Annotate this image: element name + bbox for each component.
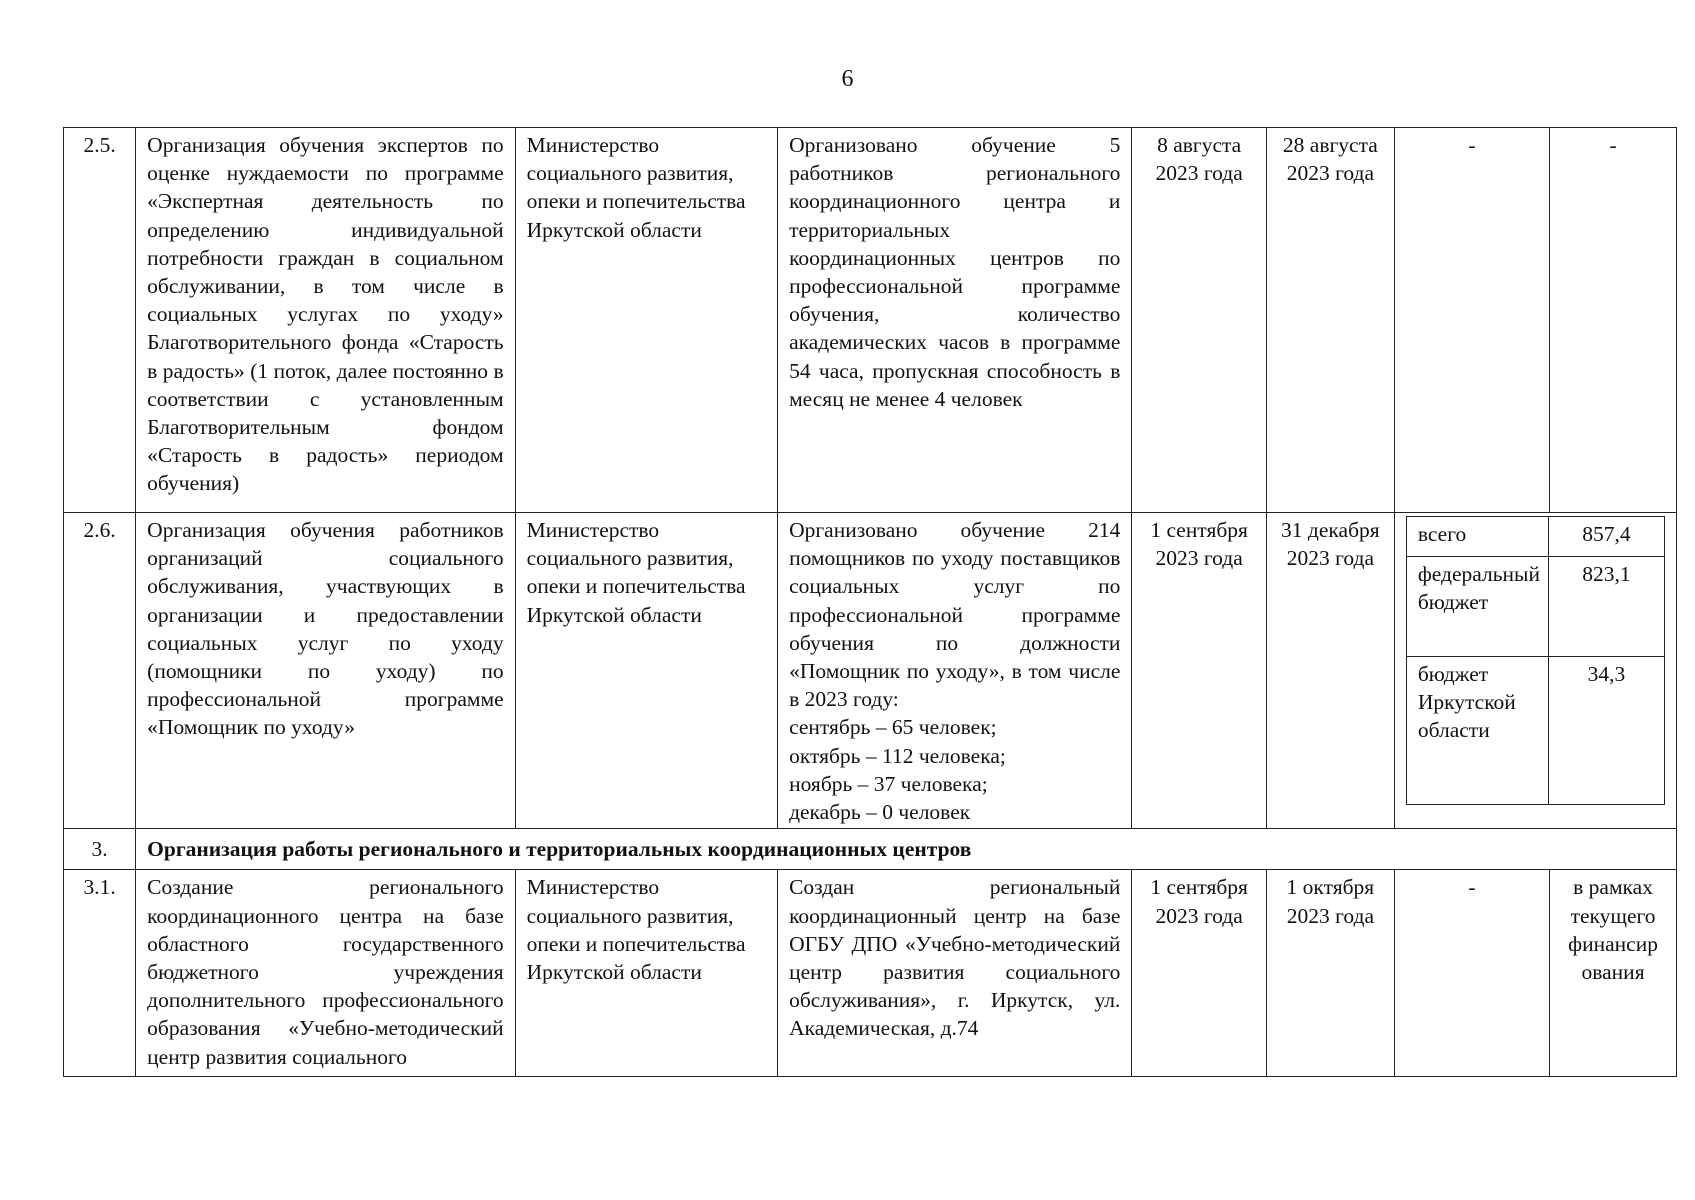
- row-number: 2.6.: [64, 513, 136, 829]
- funding-amount: 823,1: [1548, 557, 1664, 657]
- result-line: декабрь – 0 человек: [789, 800, 971, 825]
- financing-row: [1406, 657, 1664, 805]
- funding-source: всего: [1406, 517, 1548, 557]
- activity-cell: Организация обучения экспертов по оценке нуждаемости по программе «Экспертная деятельность по определению индивидуальной потребности граждан в социальном обслуживании, в том числе в социальных услугах по уходу» Благотворительного фонда «Старость в радость» (1 поток, далее постоянно в соответствии с установленным Благотворительным фондом «Старость в радость» периодом обучения): [136, 128, 515, 513]
- executor-cell: Министерство социального развития, опеки и попечительства Иркутской области: [515, 513, 777, 829]
- page-number: 6: [841, 66, 854, 92]
- funding-source-cell: -: [1394, 870, 1549, 1077]
- end-date-cell: 31 декабря 2023 года: [1266, 513, 1394, 829]
- result-line: сентябрь – 65 человек;: [789, 715, 997, 740]
- result-cell: Организовано обучение 5 работников регионального координационного центра и территориальных координационных центров по профессиональной программе обучения, количество академических часов в программе 54 часа, пропускная способность в месяц не менее 4 человек: [778, 128, 1132, 513]
- result-text: Организовано обучение 214 помощников по уходу поставщиков социальных услуг по профессиональной программе обучения по должности «Помощник по уходу», в том числе в 2023 году:: [789, 518, 1121, 712]
- row-number: 2.5.: [64, 128, 136, 513]
- result-line: октябрь – 112 человека;: [789, 743, 1006, 768]
- activity-cell: Создание регионального координационного центра на базе областного государственного бюджетного учреждения дополнительного профессионального образования «Учебно-методический центр развития социального: [136, 870, 515, 1077]
- section-title: Организация работы регионального и территориальных координационных центров: [136, 829, 1677, 870]
- financing-cell: [1394, 513, 1676, 829]
- row-number: 3.1.: [64, 870, 136, 1077]
- section-row: [64, 829, 1677, 870]
- start-date-cell: 8 августа 2023 года: [1132, 128, 1267, 513]
- start-date-cell: 1 сентября 2023 года: [1132, 513, 1267, 829]
- funding-amount: 34,3: [1548, 657, 1664, 805]
- table-row: [64, 128, 1677, 513]
- executor-cell: Министерство социального развития, опеки и попечительства Иркутской области: [515, 128, 777, 513]
- funding-source: бюджет Иркутской области: [1406, 657, 1548, 805]
- funding-amount: 857,4: [1548, 517, 1664, 557]
- table-row: [64, 870, 1677, 1077]
- section-number: 3.: [64, 829, 136, 870]
- result-line: ноябрь – 37 человека;: [789, 771, 988, 796]
- result-cell: Создан региональный координационный центр на базе ОГБУ ДПО «Учебно-методический центр развития социального обслуживания», г. Иркутск, ул. Академическая, д.74: [778, 870, 1132, 1077]
- funding-source: федеральный бюджет: [1406, 557, 1548, 657]
- funding-amount-cell: в рамках текущего финансир ования: [1550, 870, 1677, 1077]
- financing-row: [1406, 557, 1664, 657]
- end-date-cell: 1 октября 2023 года: [1266, 870, 1394, 1077]
- activity-cell: Организация обучения работников организаций социального обслуживания, участвующих в организации и предоставлении социальных услуг по уходу (помощники по уходу) по профессиональной программе «Помощник по уходу»: [136, 513, 515, 829]
- funding-source-cell: -: [1394, 128, 1549, 513]
- result-cell: [778, 513, 1132, 829]
- financing-row: [1406, 517, 1664, 557]
- end-date-cell: 28 августа 2023 года: [1266, 128, 1394, 513]
- executor-cell: Министерство социального развития, опеки и попечительства Иркутской области: [515, 870, 777, 1077]
- action-plan-table: [63, 127, 1677, 1077]
- financing-breakdown: [1406, 516, 1665, 805]
- table-row: [64, 513, 1677, 829]
- start-date-cell: 1 сентября 2023 года: [1132, 870, 1267, 1077]
- funding-amount-cell: -: [1550, 128, 1677, 513]
